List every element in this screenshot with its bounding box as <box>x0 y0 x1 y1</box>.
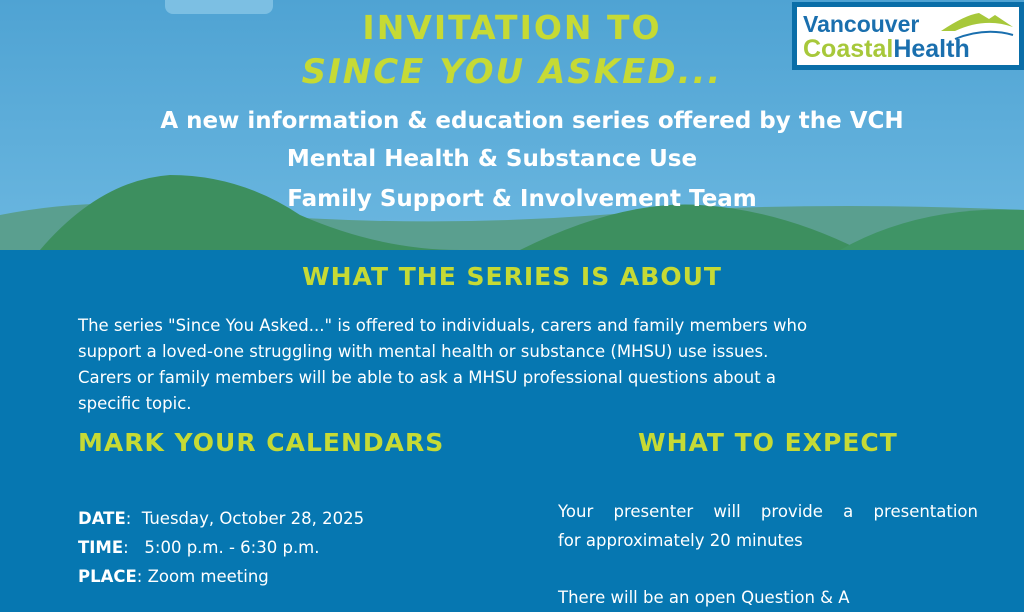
expect-text: Your presenter will provide a presentation for approximately 20 minutes There will be an open Question & A <box>558 502 978 607</box>
vch-logo <box>792 2 1024 70</box>
subtitle-line: Mental Health & Substance Use <box>286 146 698 172</box>
event-time: 5:00 p.m. - 6:30 p.m. <box>144 538 320 557</box>
logo-text: CoastalHealth <box>803 35 970 63</box>
expect-heading: WHAT TO EXPECT <box>638 428 898 457</box>
logo-text: Vancouver <box>803 11 920 37</box>
about-heading: WHAT THE SERIES IS ABOUT <box>302 262 722 291</box>
event-place: Zoom meeting <box>147 567 269 586</box>
subtitle-line: Family Support & Involvement Team <box>287 186 757 212</box>
subtitle-line: A new information & education series offered by the VCH <box>160 108 904 134</box>
event-details: DATE: Tuesday, October 28, 2025 TIME: 5:00 p.m. - 6:30 p.m. PLACE: Zoom meeting <box>78 509 365 586</box>
event-date: Tuesday, October 28, 2025 <box>141 509 365 528</box>
about-text: The series "Since You Asked..." is offered to individuals, carers and family members who support a loved-one struggling with mental health or substance (MHSU) use issues. Carers or family members will be able to ask a MHSU professional questions about a specific topic. <box>78 316 808 413</box>
invitation-title: INVITATION TO <box>362 8 662 47</box>
series-title: SINCE YOU ASKED... <box>301 52 723 92</box>
calendar-heading: MARK YOUR CALENDARS <box>78 428 445 457</box>
